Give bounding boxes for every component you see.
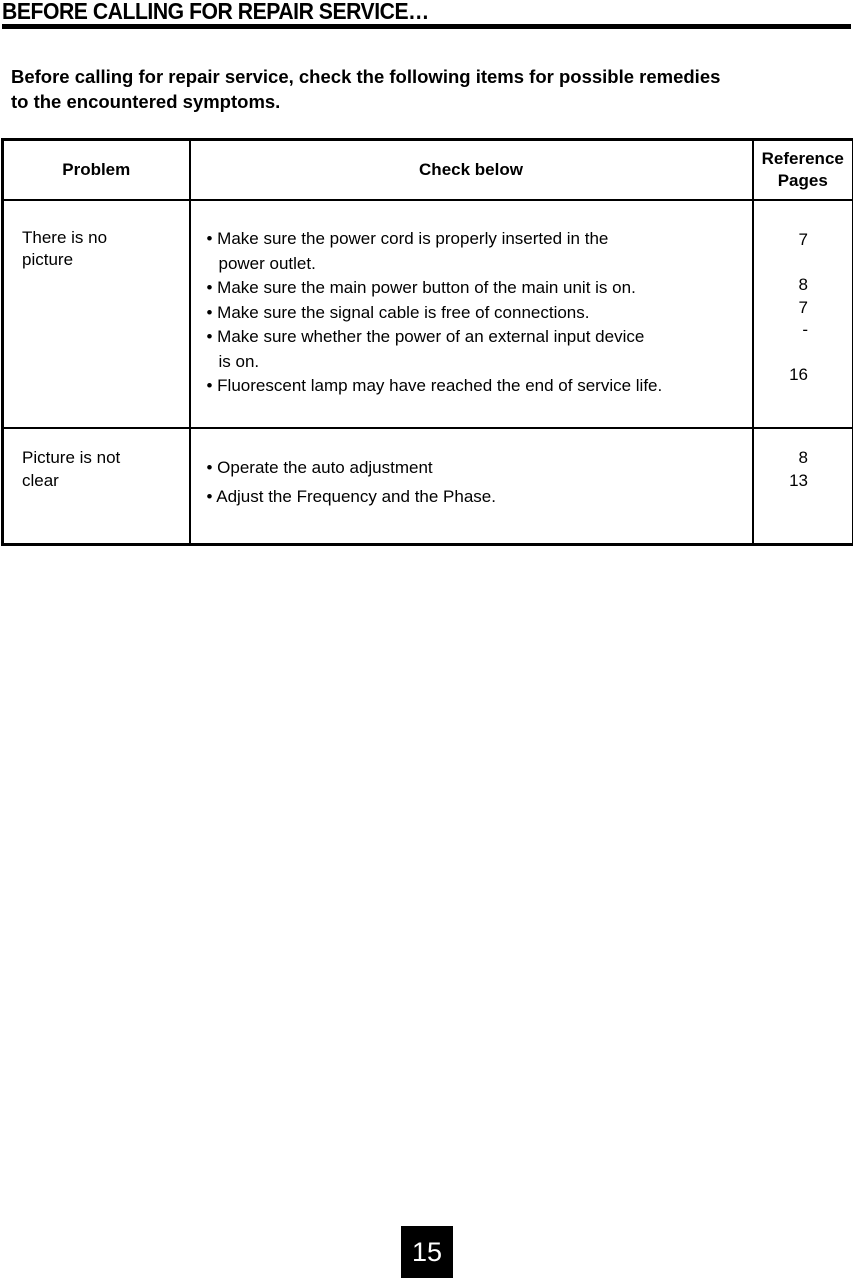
- problem-line-1: Picture is not: [22, 448, 121, 467]
- header-reference-pages: [753, 140, 853, 201]
- problem-line-2: picture: [22, 250, 74, 269]
- page-title: BEFORE CALLING FOR REPAIR SERVICE…: [2, 0, 429, 24]
- problem-cell: [3, 200, 190, 428]
- check-item: • Adjust the Frequency and the Phase.: [206, 487, 496, 506]
- check-cell: [190, 428, 753, 545]
- intro-paragraph: [11, 64, 841, 114]
- reference-page: -: [802, 320, 808, 339]
- reference-page: 8: [798, 275, 808, 294]
- table-header-row: [3, 140, 853, 201]
- troubleshooting-table: [1, 138, 853, 546]
- problem-line-1: There is no: [22, 228, 108, 247]
- check-item-continuation: is on.: [218, 351, 260, 371]
- reference-page: 16: [789, 365, 808, 384]
- reference-page: 7: [798, 297, 808, 317]
- check-item: • Make sure the power cord is properly inserted in the: [206, 229, 609, 248]
- check-item: • Fluorescent lamp may have reached the end of service life.: [206, 376, 663, 395]
- reference-spacer: [754, 342, 809, 365]
- page-number: 15: [401, 1226, 453, 1278]
- reference-page: 8: [798, 448, 808, 467]
- header-reference-line-1: Reference: [761, 149, 844, 168]
- check-cell: [190, 200, 753, 428]
- reference-page: 7: [798, 230, 808, 249]
- check-item: • Make sure the main power button of the main unit is on.: [206, 278, 636, 297]
- header-reference-line-2: Pages: [777, 171, 828, 190]
- problem-line-2: clear: [22, 471, 59, 490]
- reference-cell: [753, 428, 853, 545]
- header-check-below: Check below: [190, 140, 753, 201]
- reference-spacer: [754, 252, 809, 275]
- reference-page: 13: [789, 471, 808, 490]
- check-item: • Operate the auto adjustment: [206, 458, 433, 477]
- intro-line-2: to the encountered symptoms.: [11, 91, 281, 112]
- problem-cell: [3, 428, 190, 545]
- check-item: • Make sure whether the power of an external input device: [206, 327, 645, 346]
- table-row: [3, 200, 853, 428]
- header-problem: Problem: [3, 140, 190, 201]
- title-underline: [2, 24, 851, 29]
- check-item-continuation: power outlet.: [218, 253, 316, 273]
- reference-cell: [753, 200, 853, 428]
- table-row: [3, 428, 853, 545]
- intro-line-1: Before calling for repair service, check the following items for possible remedies: [11, 66, 721, 87]
- check-item: • Make sure the signal cable is free of connections.: [206, 302, 590, 322]
